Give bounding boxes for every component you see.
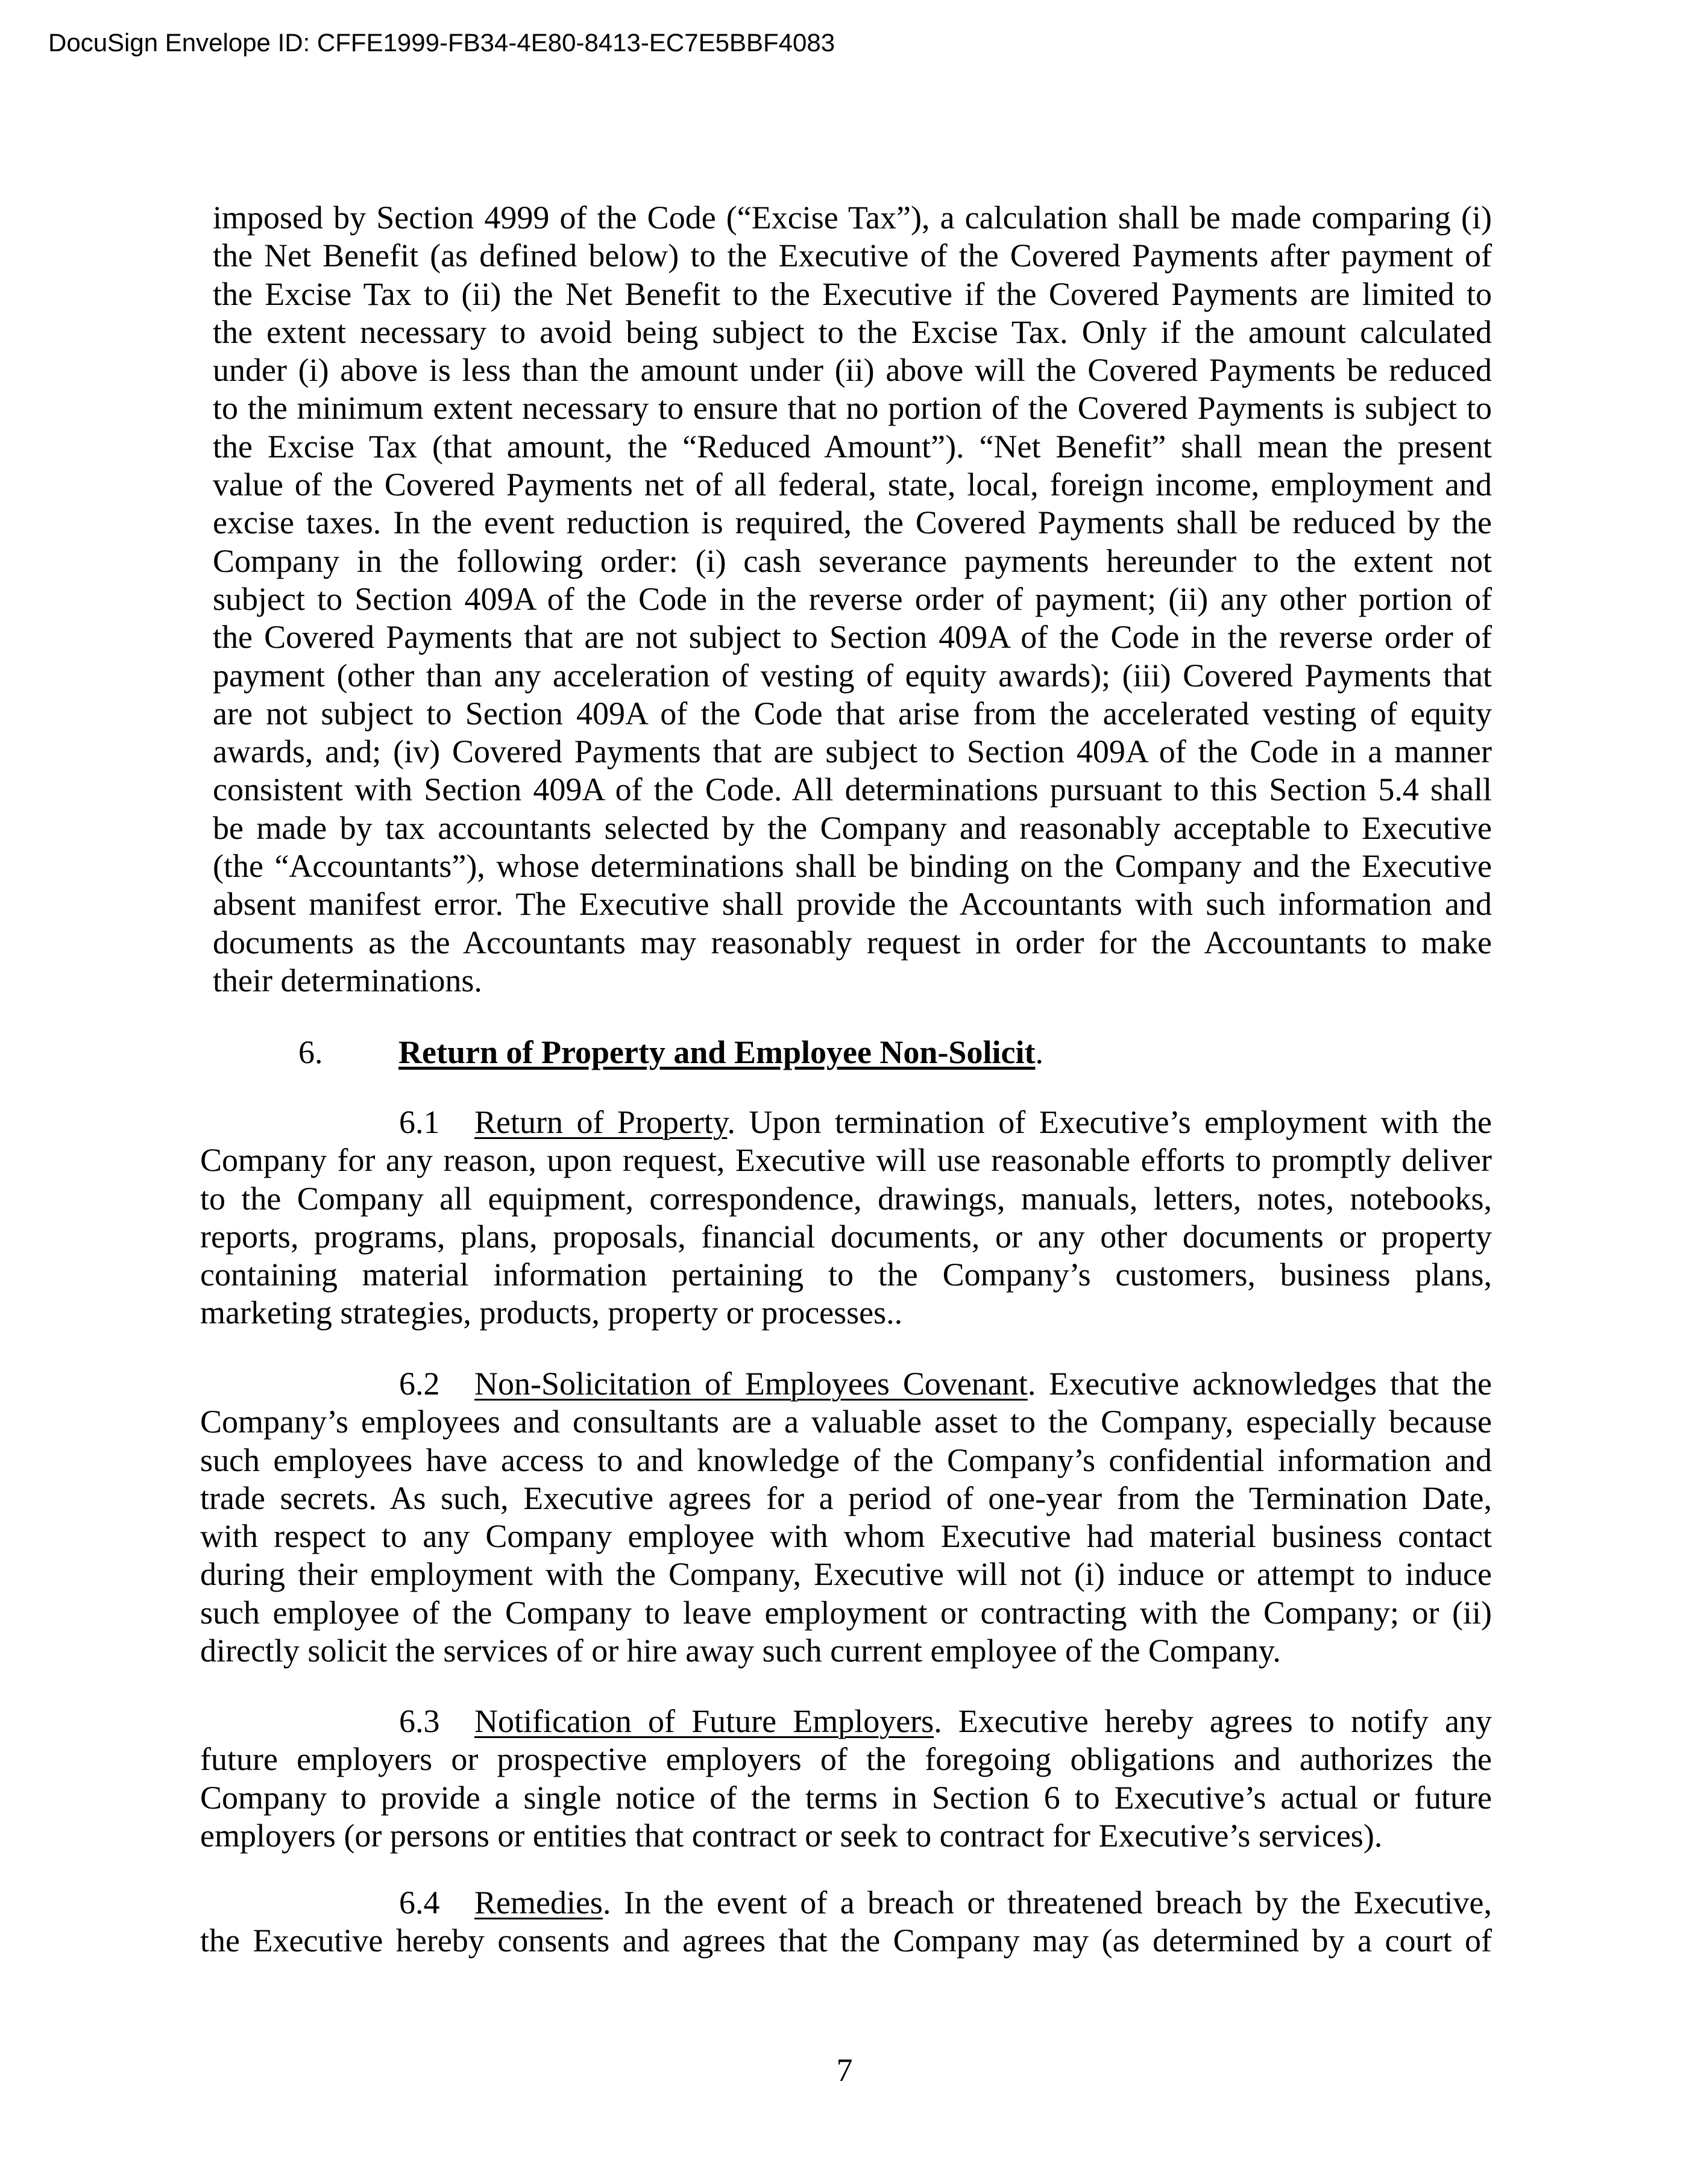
subsection-number: 6.2 bbox=[399, 1366, 440, 1402]
docusign-envelope-id: DocuSign Envelope ID: CFFE1999-FB34-4E80-8413-EC7E5BBF4083 bbox=[48, 28, 835, 57]
text-line: (the “Accountants”), whose determinations shall be binding on the Company and the Executive bbox=[213, 848, 1492, 885]
text-line: the Excise Tax (that amount, the “Reduced Amount”). “Net Benefit” shall mean the present bbox=[213, 428, 1492, 465]
text-line: subject to Section 409A of the Code in the reverse order of payment; (ii) any other portion of bbox=[213, 580, 1492, 617]
text-line: marketing strategies, products, property or processes.. bbox=[200, 1294, 903, 1331]
text-line: Company to provide a single notice of the terms in Section 6 to Executive’s actual or future bbox=[200, 1779, 1492, 1816]
section-6-title-period: . bbox=[1035, 1034, 1043, 1070]
text-line: be made by tax accountants selected by the Company and reasonably acceptable to Executive bbox=[213, 809, 1492, 846]
subsection-body-lines bbox=[200, 1922, 1492, 1960]
text-line: to the minimum extent necessary to ensure that no portion of the Covered Payments is subject to bbox=[213, 390, 1492, 427]
subsection-number: 6.3 bbox=[399, 1703, 440, 1739]
text-line: the Net Benefit (as defined below) to the Executive of the Covered Payments after payment of bbox=[213, 237, 1492, 274]
subsection-first-line bbox=[200, 1365, 1492, 1403]
subsection-title: Non-Solicitation of Employees Covenant bbox=[474, 1366, 1028, 1402]
text-line: during their employment with the Company, Executive will not (i) induce or attempt to induce bbox=[200, 1556, 1492, 1593]
section-6-title: Return of Property and Employee Non-Solicit bbox=[398, 1034, 1036, 1070]
text-line: directly solicit the services of or hire away such current employee of the Company. bbox=[200, 1633, 1281, 1669]
text-line: the extent necessary to avoid being subject to the Excise Tax. Only if the amount calculated bbox=[213, 313, 1492, 350]
subsection-body-lines bbox=[200, 1141, 1492, 1332]
text-line: Company’s employees and consultants are a valuable asset to the Company, especially because bbox=[200, 1404, 1492, 1440]
text-line: value of the Covered Payments net of all federal, state, local, foreign income, employment and bbox=[213, 466, 1492, 503]
text-line: employers (or persons or entities that contract or seek to contract for Executive’s services). bbox=[200, 1817, 1383, 1854]
text-line: with respect to any Company employee with whom Executive had material business contact bbox=[200, 1518, 1492, 1555]
subsection-title: Notification of Future Employers bbox=[474, 1703, 934, 1739]
subsection-first-line bbox=[200, 1103, 1492, 1141]
text-line: documents as the Accountants may reasonably request in order for the Accountants to make bbox=[213, 924, 1492, 961]
subsection-number: 6.4 bbox=[399, 1884, 440, 1921]
text-line: future employers or prospective employers of the foregoing obligations and authorizes the bbox=[200, 1741, 1492, 1778]
section-6-number: 6. bbox=[298, 1034, 323, 1070]
text-line: consistent with Section 409A of the Code. All determinations pursuant to this Section 5.4 shall bbox=[213, 771, 1492, 808]
text-line: such employee of the Company to leave employment or contracting with the Company; or (ii) bbox=[200, 1594, 1492, 1631]
subsection-body-lines bbox=[200, 1740, 1492, 1855]
text-line: the Covered Payments that are not subject to Section 409A of the Code in the reverse order of bbox=[213, 619, 1492, 656]
subsection-number: 6.1 bbox=[399, 1104, 440, 1140]
page-number: 7 bbox=[836, 2052, 853, 2088]
text-line: are not subject to Section 409A of the Code that arise from the accelerated vesting of equity bbox=[213, 695, 1492, 732]
subsection-first-line bbox=[200, 1884, 1492, 1922]
text-line: to the Company all equipment, correspondence, drawings, manuals, letters, notes, notebooks, bbox=[200, 1180, 1492, 1217]
subsection-title: Return of Property bbox=[474, 1104, 728, 1140]
text-line: awards, and; (iv) Covered Payments that are subject to Section 409A of the Code in a manner bbox=[213, 733, 1492, 770]
subsection-first-line bbox=[200, 1702, 1492, 1740]
text-line: trade secrets. As such, Executive agrees for a period of one-year from the Termination Date, bbox=[200, 1480, 1492, 1516]
subsection-first-line-text: . Executive hereby agrees to notify any bbox=[934, 1703, 1492, 1739]
subsection-first-line-text: . Upon termination of Executive’s employment with the bbox=[727, 1104, 1492, 1140]
text-line: Company for any reason, upon request, Executive will use reasonable efforts to promptly deliver bbox=[200, 1142, 1492, 1179]
subsection-title: Remedies bbox=[474, 1884, 603, 1921]
text-line: payment (other than any acceleration of vesting of equity awards); (iii) Covered Payments that bbox=[213, 657, 1492, 694]
text-line: the Excise Tax to (ii) the Net Benefit to the Executive if the Covered Payments are limited to bbox=[213, 275, 1492, 312]
text-line: the Executive hereby consents and agrees that the Company may (as determined by a court of bbox=[200, 1922, 1492, 1959]
subsection-6-1-paragraph bbox=[200, 1103, 1492, 1332]
text-line: containing material information pertaining to the Company’s customers, business plans, bbox=[200, 1257, 1492, 1293]
subsection-6-4-paragraph bbox=[200, 1884, 1492, 1960]
text-line: their determinations. bbox=[213, 962, 482, 999]
subsection-body-lines bbox=[200, 1403, 1492, 1670]
text-line: reports, programs, plans, proposals, financial documents, or any other documents or property bbox=[200, 1218, 1492, 1255]
text-line: excise taxes. In the event reduction is required, the Covered Payments shall be reduced by the bbox=[213, 504, 1492, 541]
section-6-heading bbox=[298, 1034, 1043, 1072]
text-line: such employees have access to and knowledge of the Company’s confidential information and bbox=[200, 1442, 1492, 1478]
subsection-6-3-paragraph bbox=[200, 1702, 1492, 1855]
text-line: absent manifest error. The Executive shall provide the Accountants with such information and bbox=[213, 886, 1492, 923]
text-line: Company in the following order: (i) cash severance payments hereunder to the extent not bbox=[213, 542, 1492, 579]
section-5-4-continuation-paragraph bbox=[213, 199, 1492, 1000]
subsection-6-2-paragraph bbox=[200, 1365, 1492, 1670]
text-line: imposed by Section 4999 of the Code (“Excise Tax”), a calculation shall be made comparing (i) bbox=[213, 199, 1492, 236]
subsection-first-line-text: . In the event of a breach or threatened breach by the Executive, bbox=[602, 1884, 1492, 1921]
subsection-first-line-text: . Executive acknowledges that the bbox=[1027, 1366, 1492, 1402]
text-line: under (i) above is less than the amount under (ii) above will the Covered Payments be reduced bbox=[213, 352, 1492, 389]
